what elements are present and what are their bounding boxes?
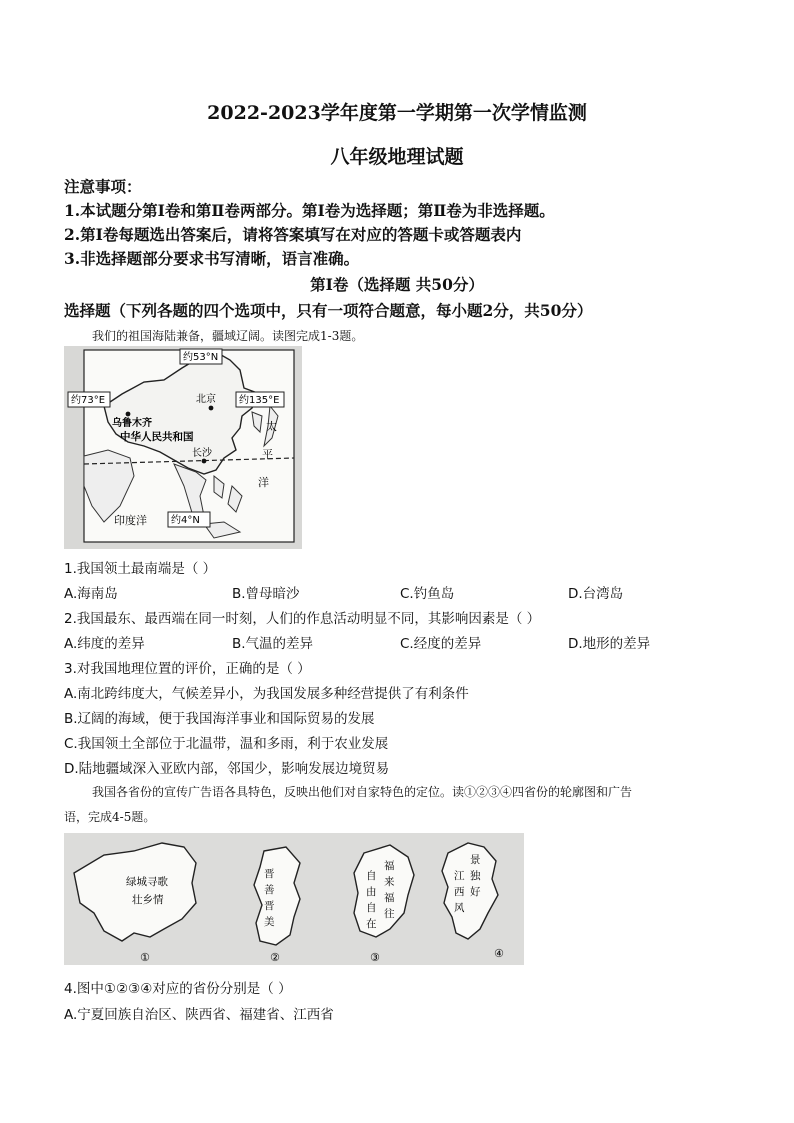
province-4-col2-char-1: 江 <box>454 870 465 882</box>
province-1-slogan-line-1: 绿城寻歌 <box>126 876 168 888</box>
notice-heading: 注意事项： <box>64 177 142 196</box>
province-1-slogan-line-2: 壮乡情 <box>132 894 164 906</box>
section-instruction: 选择题（下列各题的四个选项中，只有一项符合题意，每小题2分，共50分） <box>64 301 593 320</box>
marker-2: ② <box>270 951 280 964</box>
q4-option-a: A.宁夏回族自治区、陕西省、福建省、江西省 <box>64 1007 334 1023</box>
province-3-col1-char-4: 往 <box>384 908 395 920</box>
province-2-char-4: 美 <box>264 916 275 928</box>
q2-option-b: B.气温的差异 <box>232 636 314 652</box>
notice-item-3: 3.非选择题部分要求书写清晰，语言准确。 <box>64 249 360 268</box>
q3-option-d: D.陆地疆域深入亚欧内部，邻国少，影响发展边境贸易 <box>64 761 390 777</box>
q2-option-d: D.地形的差异 <box>568 636 651 652</box>
exam-subtitle: 八年级地理试题 <box>330 146 464 168</box>
pacific-label-3: 洋 <box>258 476 269 489</box>
west-extent-label: 约73°E <box>71 395 106 406</box>
province-4-col1-char-1: 景 <box>470 854 481 866</box>
notice-item-2: 2.第Ⅰ卷每题选出答案后，请将答案填写在对应的答题卡或答题表内 <box>64 225 522 244</box>
q1-option-b: B.曾母暗沙 <box>232 586 300 602</box>
pacific-label-1: 太 <box>266 420 277 433</box>
intro-text-1: 我们的祖国海陆兼备，疆域辽阔。读图完成1-3题。 <box>92 329 364 343</box>
province-3-col2-char-3: 自 <box>366 902 377 914</box>
section-title: 第Ⅰ卷（选择题 共50分） <box>310 275 484 294</box>
marker-3: ③ <box>370 951 380 964</box>
province-4-col1-char-3: 好 <box>470 886 481 898</box>
beijing-label: 北京 <box>196 394 216 405</box>
q1-option-a: A.海南岛 <box>64 586 118 602</box>
province-3-col2-char-4: 在 <box>366 918 377 930</box>
urumqi-label: 乌鲁木齐 <box>112 418 152 429</box>
north-extent-label: 约53°N <box>183 352 219 363</box>
province-2-char-1: 晋 <box>264 868 275 880</box>
province-4-col1-char-2: 独 <box>470 870 481 882</box>
indian-ocean-label: 印度洋 <box>114 514 147 527</box>
province-4-col2-char-3: 风 <box>454 902 465 914</box>
south-extent-label: 约4°N <box>171 515 200 526</box>
q2-option-c: C.经度的差异 <box>400 636 482 652</box>
marker-1: ① <box>140 951 150 964</box>
province-2-char-2: 善 <box>264 884 275 896</box>
q2-option-a: A.纬度的差异 <box>64 636 145 652</box>
province-3-col2-char-2: 由 <box>366 886 377 898</box>
province-3-col2-char-1: 自 <box>366 870 377 882</box>
q3-option-c: C.我国领土全部位于北温带，温和多雨，利于农业发展 <box>64 736 389 752</box>
marker-4: ④ <box>494 947 504 960</box>
question-2-stem: 2.我国最东、最西端在同一时刻，人们的作息活动明显不同，其影响因素是（ ） <box>64 611 541 627</box>
question-3-stem: 3.对我国地理位置的评价，正确的是（ ） <box>64 661 311 677</box>
changsha-label: 长沙 <box>192 448 212 459</box>
intro-text-2-line-1: 我国各省份的宣传广告语各具特色，反映出他们对自家特色的定位。读①②③④四省份的轮廓图和广告 <box>92 785 633 799</box>
pacific-label-2: 平 <box>262 448 273 461</box>
province-4-col2-char-2: 西 <box>454 886 465 898</box>
province-3-col1-char-3: 福 <box>384 892 395 904</box>
q3-option-a: A.南北跨纬度大，气候差异小，为我国发展多种经营提供了有利条件 <box>64 686 469 702</box>
q1-option-d: D.台湾岛 <box>568 586 624 602</box>
q1-option-c: C.钓鱼岛 <box>400 586 455 602</box>
notice-item-1: 1.本试题分第Ⅰ卷和第Ⅱ卷两部分。第Ⅰ卷为选择题；第Ⅱ卷为非选择题。 <box>64 201 555 220</box>
q3-option-b: B.辽阔的海域，便于我国海洋事业和国际贸易的发展 <box>64 711 375 727</box>
intro-text-2-line-2: 语，完成4-5题。 <box>64 810 156 824</box>
province-3-col1-char-1: 福 <box>384 860 395 872</box>
province-outlines-figure <box>64 833 524 965</box>
china-territory-map <box>64 346 302 549</box>
province-3-col1-char-2: 来 <box>384 876 395 888</box>
province-2-char-3: 晋 <box>264 900 275 912</box>
country-label: 中华人民共和国 <box>120 431 194 443</box>
exam-title: 2022-2023学年度第一学期第一次学情监测 <box>207 102 587 124</box>
question-4-stem: 4.图中①②③④对应的省份分别是（ ） <box>64 981 292 997</box>
east-extent-label: 约135°E <box>239 395 280 406</box>
question-1-stem: 1.我国领土最南端是（ ） <box>64 561 217 577</box>
